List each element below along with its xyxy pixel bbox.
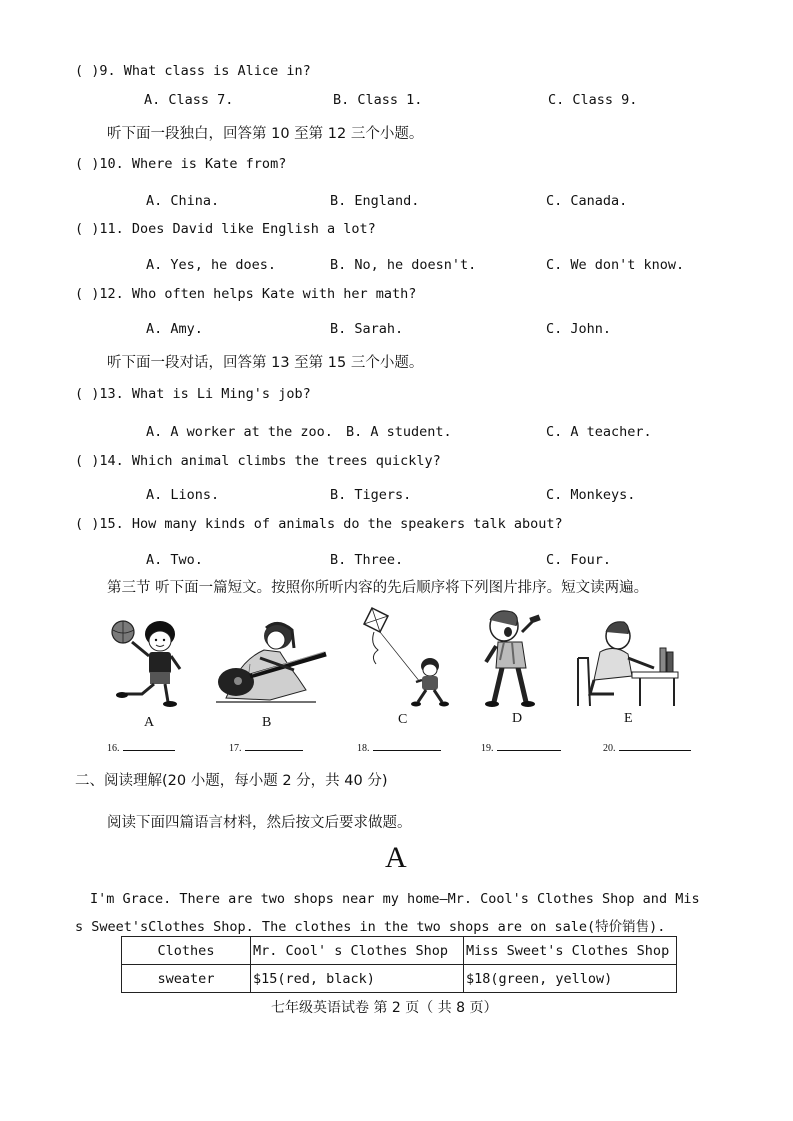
singer-icon [482, 606, 550, 710]
picture-label-a: A [144, 715, 155, 730]
table-header: Mr. Cool' s Clothes Shop [251, 937, 464, 965]
page-footer: 七年级英语试卷 第 2 页（ 共 8 页） [271, 1000, 498, 1016]
passage-line-2: s Sweet'sClothes Shop. The clothes in the two shops are on sale(特价销售). [75, 919, 666, 935]
kite-boy-icon [360, 604, 452, 710]
blank-number: 20. [603, 743, 616, 754]
picture-label-b: B [262, 715, 272, 730]
studying-student-icon [574, 614, 682, 708]
q12-option-b: B. Sarah. [330, 321, 404, 337]
table-cell: $15(red, black) [251, 965, 464, 993]
passage-line-1: I'm Grace. There are two shops near my home—Mr. Cool's Clothes Shop and Mis [90, 891, 700, 907]
table-header-row [122, 937, 677, 965]
q13-option-a: A. A worker at the zoo. [146, 424, 333, 440]
q9-option-a: A. Class 7. [144, 92, 234, 108]
q15-option-a: A. Two. [146, 552, 203, 568]
answer-blank-17[interactable] [229, 741, 303, 754]
question-15: ( )15. How many kinds of animals do the speakers talk about? [75, 516, 563, 532]
question-11: ( )11. Does David like English a lot? [75, 221, 376, 237]
section3-instruction: 第三节 听下面一篇短文。按照你所听内容的先后顺序将下列图片排序。短文读两遍。 [107, 580, 649, 596]
table-cell: $18(green, yellow) [464, 965, 677, 993]
q12-option-c: C. John. [546, 321, 612, 337]
answer-blank-16[interactable] [107, 741, 175, 754]
q9-option-c: C. Class 9. [548, 92, 638, 108]
reading-heading: 二、阅读理解(20 小题，每小题 2 分，共 40 分) [75, 773, 388, 789]
q10-option-a: A. China. [146, 193, 220, 209]
table-header: Miss Sweet's Clothes Shop [464, 937, 677, 965]
question-13: ( )13. What is Li Ming's job? [75, 386, 311, 402]
reading-instruction: 阅读下面四篇语言材料，然后按文后要求做题。 [107, 815, 412, 831]
q14-option-b: B. Tigers. [330, 487, 412, 503]
q15-option-c: C. Four. [546, 552, 612, 568]
q14-option-a: A. Lions. [146, 487, 220, 503]
question-10: ( )10. Where is Kate from? [75, 156, 287, 172]
blank-number: 16. [107, 743, 120, 754]
question-12: ( )12. Who often helps Kate with her math? [75, 286, 417, 302]
answer-blank-20[interactable] [603, 741, 691, 754]
q11-option-a: A. Yes, he does. [146, 257, 277, 273]
question-9: ( )9. What class is Alice in? [75, 63, 311, 79]
table-row [122, 965, 677, 993]
answer-blank-18[interactable] [357, 741, 441, 754]
picture-label-e: E [624, 711, 633, 726]
clothes-price-table [121, 936, 677, 993]
picture-label-d: D [512, 711, 523, 726]
q11-option-c: C. We don't know. [546, 257, 685, 273]
blank-number: 19. [481, 743, 494, 754]
table-header: Clothes [122, 937, 251, 965]
monologue-instruction: 听下面一段独白，回答第 10 至第 12 三个小题。 [107, 126, 424, 142]
passage-title: A [385, 841, 407, 874]
question-14: ( )14. Which animal climbs the trees quickly? [75, 453, 441, 469]
q12-option-a: A. Amy. [146, 321, 203, 337]
picture-label-c: C [398, 712, 408, 727]
blank-number: 18. [357, 743, 370, 754]
guitar-girl-icon [206, 618, 330, 710]
blank-number: 17. [229, 743, 242, 754]
basketball-kid-icon [108, 614, 198, 710]
q15-option-b: B. Three. [330, 552, 404, 568]
answer-blank-19[interactable] [481, 741, 561, 754]
table-cell: sweater [122, 965, 251, 993]
q13-option-b: B. A student. [346, 424, 452, 440]
dialogue-instruction: 听下面一段对话，回答第 13 至第 15 三个小题。 [107, 355, 424, 371]
q11-option-b: B. No, he doesn't. [330, 257, 477, 273]
q14-option-c: C. Monkeys. [546, 487, 636, 503]
q10-option-c: C. Canada. [546, 193, 628, 209]
q9-option-b: B. Class 1. [333, 92, 423, 108]
q13-option-c: C. A teacher. [546, 424, 652, 440]
q10-option-b: B. England. [330, 193, 420, 209]
